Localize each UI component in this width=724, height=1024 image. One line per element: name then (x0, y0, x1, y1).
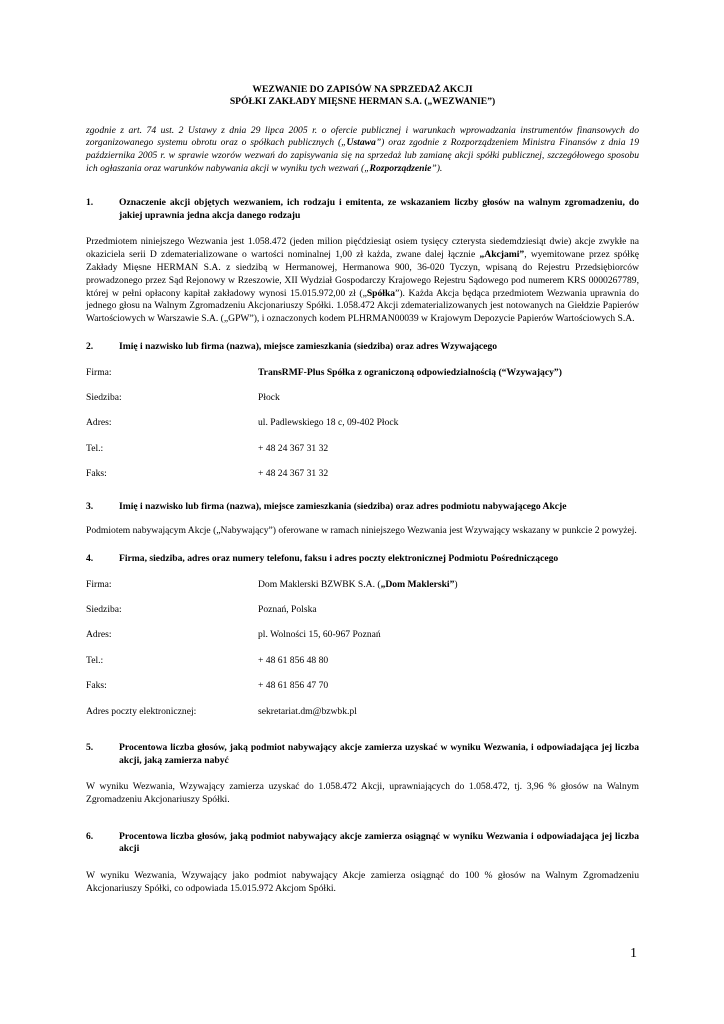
title-line-2: SPÓŁKI ZAKŁADY MIĘSNE HERMAN S.A. („WEZWANIE”) (229, 96, 496, 108)
field-label: Firma: (86, 366, 112, 378)
section-number: 6. (86, 830, 94, 842)
s4-row-email (86, 706, 639, 718)
section-6-body: W wyniku Wezwania, Wzywający jako podmiot nabywający Akcje zamierza osiągnąć do 100 % głosów na Walnym Zgromadzeniu Akcjonariuszy Spółki, co odpowiada 15.015.972 Akcjom Spółki. (86, 869, 639, 894)
section-number: 1. (86, 197, 94, 209)
field-label: Siedziba: (86, 391, 122, 403)
section-title: Procentowa liczba głosów, jaką podmiot nabywający akcje zamierza osiągnąć w wyniku Wezwania i odpowiadająca jej liczba akcji (119, 830, 639, 855)
section-3-body: Podmiotem nabywającym Akcje („Nabywający”) oferowane w ramach niniejszego Wezwania jest Wzywający wskazany w punkcie 2 powyżej. (86, 525, 637, 537)
section-number: 5. (86, 742, 94, 753)
s4-row-adres (86, 629, 639, 641)
section-number: 4. (86, 552, 94, 564)
s2-row-faks (86, 468, 639, 480)
field-label: Faks: (86, 468, 107, 480)
field-value (258, 579, 639, 591)
field-label: Adres: (86, 417, 112, 429)
section-title: Procentowa liczba głosów, jaką podmiot nabywający akcje zamierza uzyskać w wyniku Wezwania, i odpowiadająca jej liczba akcji, jaką zamierza nabyć (119, 742, 639, 766)
field-label: Tel.: (86, 654, 104, 666)
field-value: Poznań, Polska (258, 603, 317, 615)
firma-name: Dom Maklerski BZWBK S.A. ( (258, 578, 381, 590)
section-4-heading (86, 553, 639, 566)
section-3-heading (86, 501, 639, 514)
s2-row-tel (86, 443, 639, 455)
intro-term-ustawa: Ustawa (346, 137, 376, 149)
s1-text-1: Przedmiotem niniejszego Wezwania jest 1.058.472 (jeden milion pięćdziesiąt osiem tysięcy czterysta siedemdziesiąt dwie) akcje zwykłe na okaziciela serii D zdematerializowane o wartości nominalnej 1,00 zł każda, zwane dalej łącznie (86, 236, 639, 261)
field-label: Adres: (86, 629, 112, 641)
s2-row-adres (86, 417, 639, 429)
s1-text-3: ”). Każda Akcja będąca przedmiotem Wezwania uprawnia do jednego głosu na Walnym Zgromadzeniu Akcjonariuszy Spółki. 1.058.472 Akcji zdematerializowanych jest notowanych na Giełdzie Papierów Wartościowych w Warszawie S.A. („GPW”), i oznaczonych kodem PLHRMAN00039 w Krajowym Depozycie Papierów Wartościowych S.A. (86, 287, 639, 325)
field-value: pl. Wolności 15, 60-967 Poznań (258, 629, 381, 641)
page-number: 1 (630, 946, 637, 961)
email-value: sekretariat.dm@bzwbk.pl (258, 705, 357, 717)
section-number: 3. (86, 500, 94, 512)
section-5-body: W wyniku Wezwania, Wzywający zamierza uzyskać do 1.058.472 Akcji, uprawniających do 1.058.472, tj. 3,96 % głosów na Walnym Zgromadzeniu Akcjonariuszy Spółki. (86, 781, 639, 805)
field-label: Siedziba: (86, 603, 122, 615)
intro-paragraph (86, 125, 639, 175)
field-label: Faks: (86, 680, 107, 692)
field-label: Tel.: (86, 442, 104, 454)
field-value: + 48 61 856 47 70 (258, 680, 329, 692)
field-value: + 48 24 367 31 32 (258, 442, 329, 454)
section-1-body (86, 236, 639, 326)
section-5-heading (86, 742, 639, 767)
s1-term-akcje: „Akcjami” (479, 249, 525, 261)
section-1-heading (86, 197, 639, 222)
firma-term: „Dom Maklerski” (380, 578, 455, 590)
s4-row-tel (86, 655, 639, 667)
field-value: + 48 24 367 31 32 (258, 468, 329, 480)
section-2-heading (86, 341, 639, 354)
section-title: Imię i nazwisko lub firma (nazwa), miejsce zamieszkania (siedziba) oraz adres podmiotu nabywającego Akcje (119, 500, 567, 512)
s4-row-firma (86, 579, 639, 591)
intro-term-rozporzadzenie: Rozporządzenie (369, 162, 432, 174)
intro-text-1: zgodnie z art. 74 ust. 2 Ustawy z dnia 29 lipca 2005 r. o ofercie publicznej i warunkach wprowadzania instrumentów finansowych do zorganizowanego systemu obrotu oraz o spółkach publicznych („ (86, 124, 639, 149)
s4-row-faks (86, 680, 639, 692)
intro-text-2: ”) oraz zgodnie z Rozporządzeniem Ministra Finansów z dnia 19 października 2005 r. w sprawie wzorów wezwań do zapisywania się na sprzedaż lub zamianę akcji spółki publicznej, szczegółowego sposobu ich ogłaszania oraz warunków nabywania akcji w wyniku tych wezwań („ (86, 137, 640, 174)
title-line-1: WEZWANIE DO ZAPISÓW NA SPRZEDAŻ AKCJI (252, 84, 473, 95)
section-title: Imię i nazwisko lub firma (nazwa), miejsce zamieszkania (siedziba) oraz adres Wzywającego (119, 340, 498, 352)
document-title (86, 84, 639, 109)
field-value: + 48 61 856 48 80 (258, 654, 329, 666)
firma-close: ) (454, 578, 458, 590)
s4-row-siedziba (86, 604, 639, 616)
section-number: 2. (86, 340, 94, 352)
section-6-heading (86, 831, 639, 856)
intro-text-3: ”). (431, 162, 443, 174)
section-title: Oznaczenie akcji objętych wezwaniem, ich rodzaju i emitenta, ze wskazaniem liczby głosów na walnym zgromadzeniu, do jakiej uprawnia jedna akcja danego rodzaju (119, 197, 639, 221)
field-value: ul. Padlewskiego 18 c, 09-402 Płock (258, 417, 399, 429)
document-page (86, 84, 639, 896)
s2-row-firma (86, 367, 639, 379)
s1-term-spolka: Spółka (366, 287, 396, 299)
field-value: TransRMF-Plus Spółka z ograniczoną odpowiedzialnością (“Wzywający”) (258, 366, 562, 378)
field-label: Firma: (86, 578, 112, 590)
s2-row-siedziba (86, 392, 639, 404)
section-title: Firma, siedziba, adres oraz numery telefonu, faksu i adres poczty elektronicznej Podmiotu Pośredniczącego (119, 552, 559, 564)
field-value: Płock (258, 391, 280, 403)
s1-text-2: , wyemitowane przez spółkę Zakłady Mięsne HERMAN S.A. z siedzibą w Hermanowej, Hermanowa 900, 36-020 Tyczyn, wpisaną do Rejestru Przedsiębiorców prowadzonego przez Sąd Rejonowy w Rzeszowie, XII Wydział Gospodarczy Krajowego Rejestru Sądowego pod numerem KRS 0000267789, której w pełni opłacony kapitał zakładowy wynosi 15.015.972,00 zł („ (86, 249, 639, 299)
field-label: Adres poczty elektronicznej: (86, 705, 197, 717)
